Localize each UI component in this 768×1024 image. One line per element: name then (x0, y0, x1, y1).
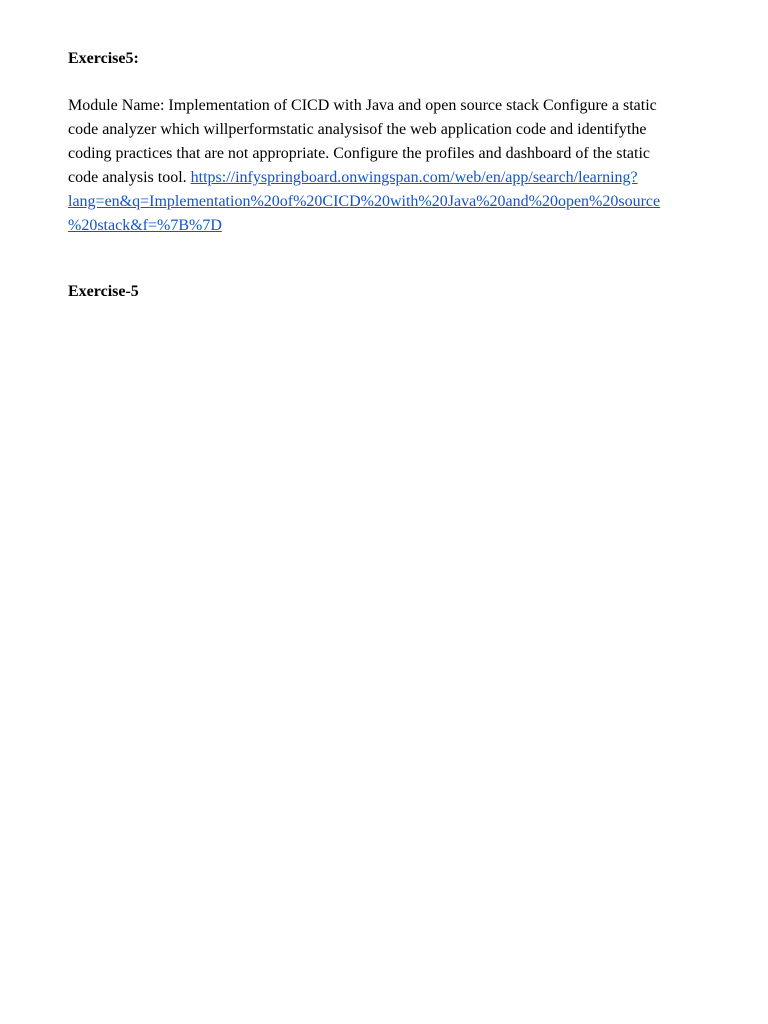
module-description (68, 94, 720, 238)
description-line-5 (68, 190, 720, 214)
description-line-6 (68, 214, 720, 238)
description-line-1: Module Name: Implementation of CICD with Java and open source stack Configure a static (68, 97, 657, 114)
exercise-subheading: Exercise-5 (68, 283, 139, 300)
description-line-2: code analyzer which willperformstatic analysisof the web application code and identifythe (68, 121, 647, 138)
course-link-part-1[interactable]: https://infyspringboard.onwingspan.com/web/en/app/search/learning? (190, 169, 638, 186)
description-line-3: coding practices that are not appropriate. Configure the profiles and dashboard of the static (68, 145, 651, 162)
course-link-part-2[interactable]: lang=en&q=Implementation%20of%20CICD%20with%20Java%20and%20open%20source (68, 193, 661, 210)
exercise-heading: Exercise5: (68, 50, 139, 67)
description-line-4-text: code analysis tool. (68, 169, 191, 186)
course-link-part-3[interactable]: %20stack&f=%7B%7D (68, 217, 222, 234)
description-line-4 (68, 166, 720, 190)
